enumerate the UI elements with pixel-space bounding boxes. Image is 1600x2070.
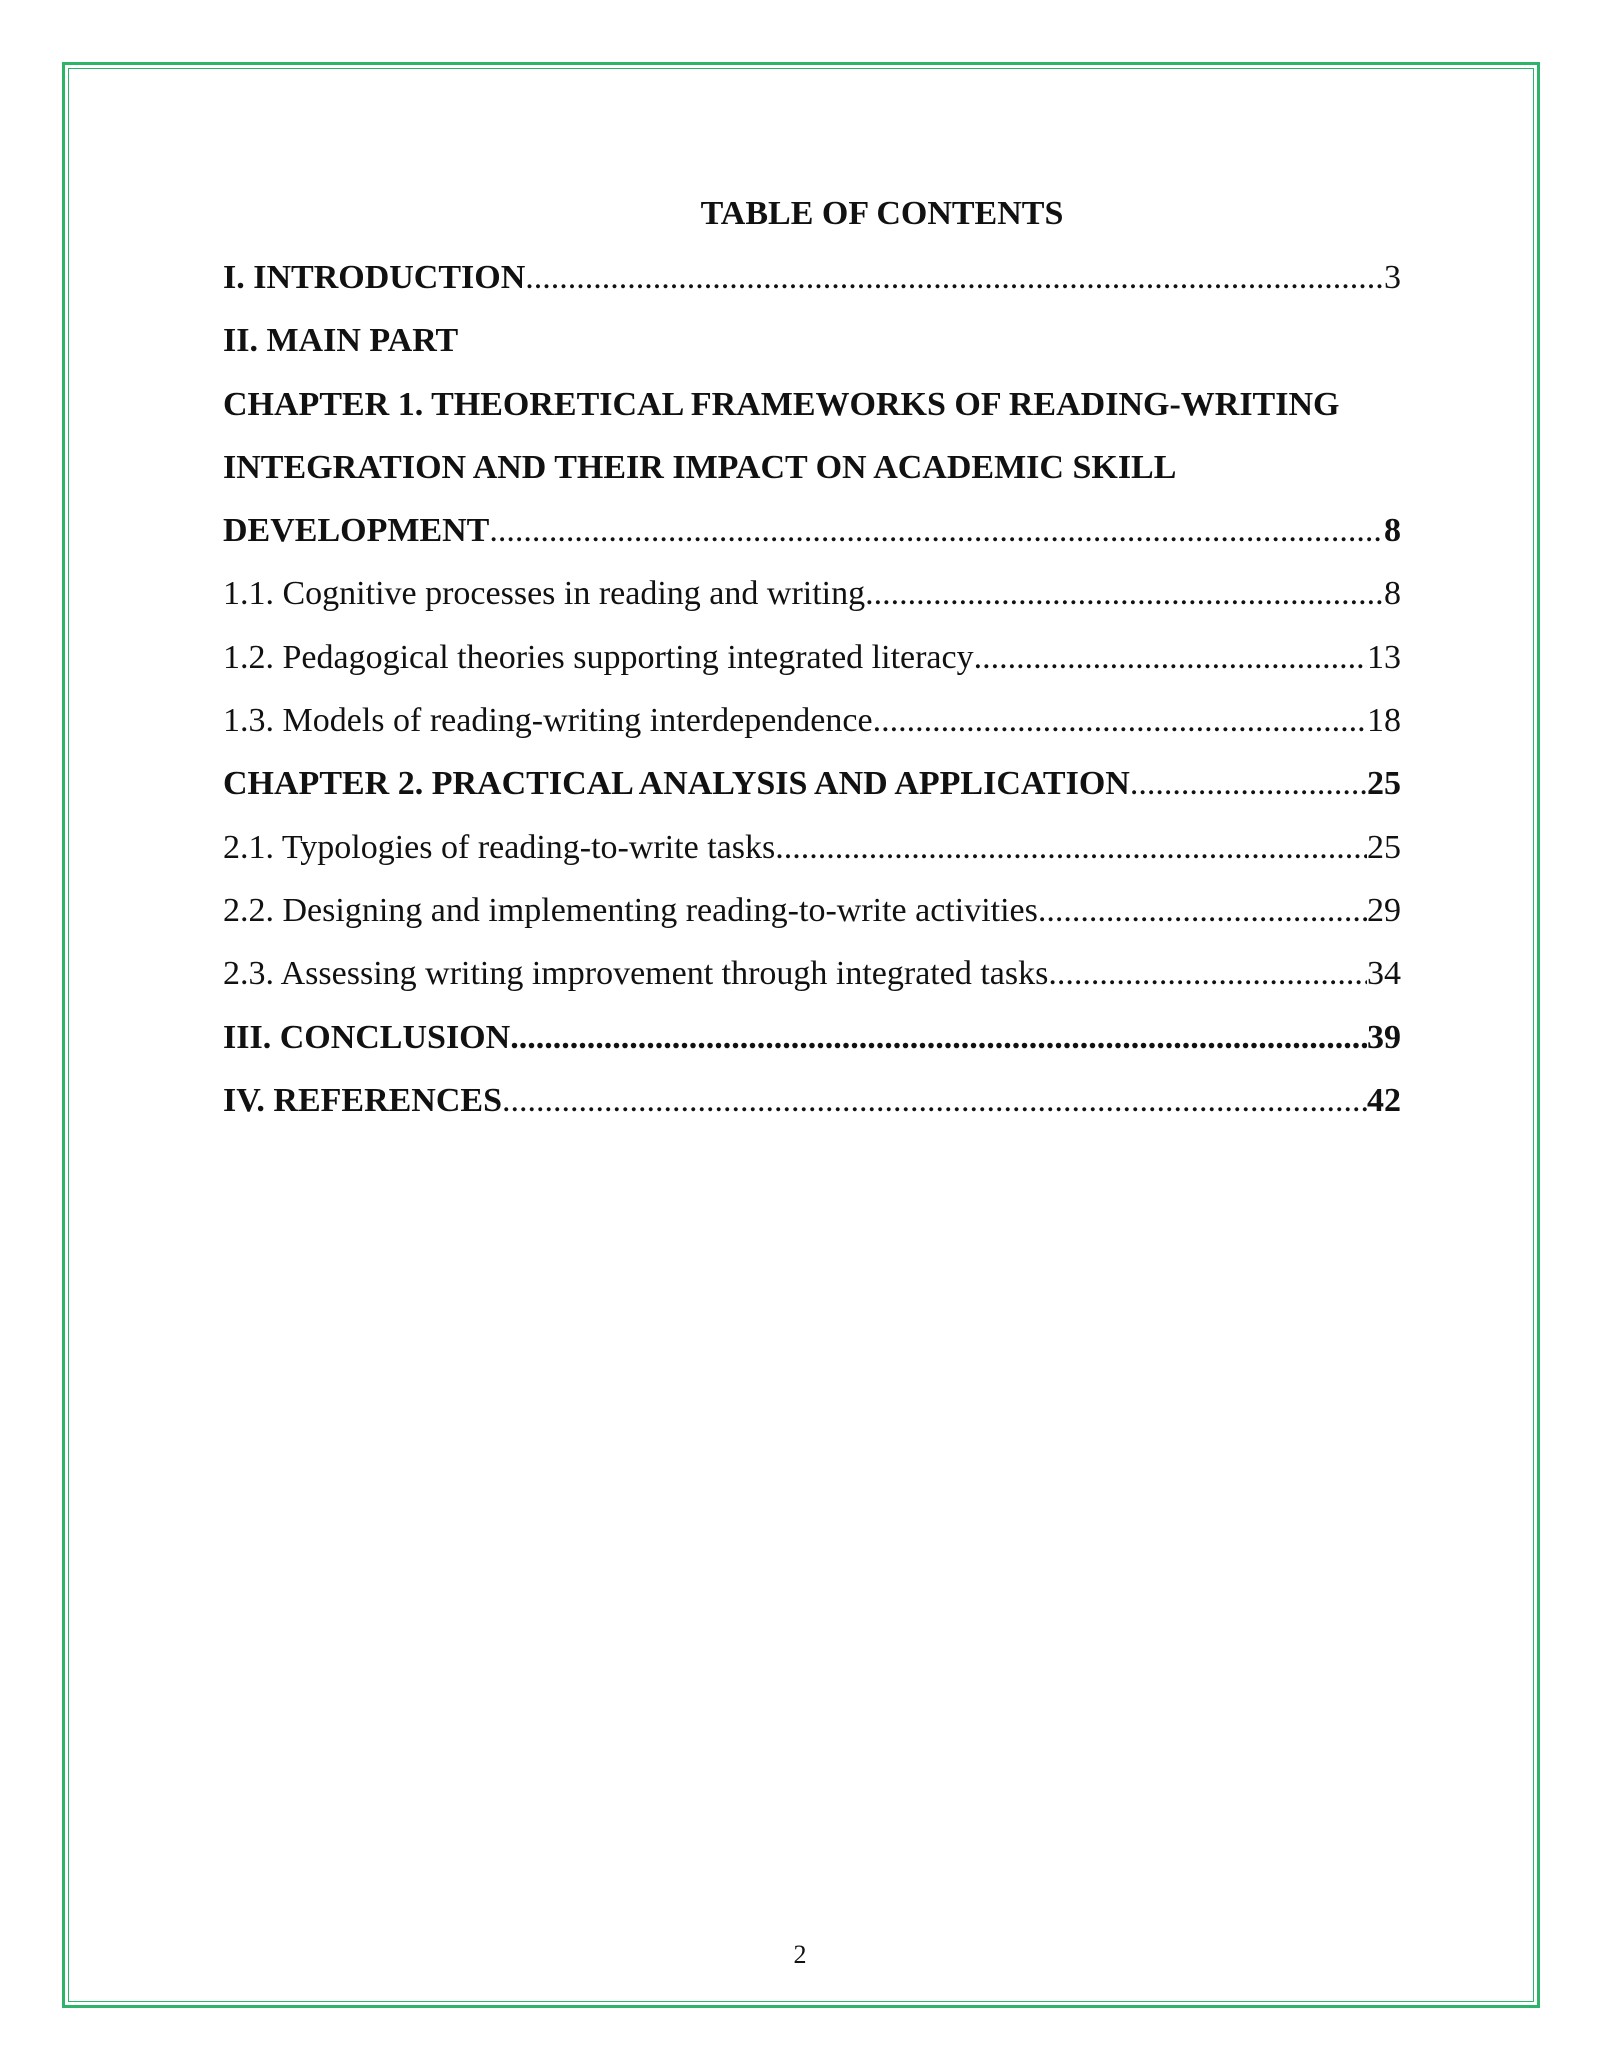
toc-entry-references[interactable] xyxy=(223,1069,1413,1132)
dot-leader xyxy=(873,689,1367,752)
page-number: 2 xyxy=(793,1940,807,1969)
toc-entry-conclusion[interactable] xyxy=(223,1006,1413,1069)
toc-entry-page: 34 xyxy=(1367,955,1401,993)
dot-leader xyxy=(865,562,1384,625)
toc-entry-page: 25 xyxy=(1367,765,1401,803)
toc-entry-1-3[interactable] xyxy=(223,689,1413,752)
toc-entry-label: CHAPTER 1. THEORETICAL FRAMEWORKS OF READING-WRITING xyxy=(223,385,1340,423)
toc-entry-main-part[interactable] xyxy=(223,309,1413,372)
dot-leader xyxy=(1038,879,1367,942)
toc-entry-label: CHAPTER 2. PRACTICAL ANALYSIS AND APPLICATION xyxy=(223,765,1130,803)
toc-entry-1-2[interactable] xyxy=(223,626,1413,689)
toc-entry-label: 2.1. Typologies of reading-to-write tasks xyxy=(223,828,776,866)
toc-entry-label: DEVELOPMENT xyxy=(223,512,490,550)
toc-entry-chapter-2[interactable] xyxy=(223,752,1413,815)
toc-entry-label: 1.1. Cognitive processes in reading and writing xyxy=(223,575,866,613)
toc-entry-label: I. INTRODUCTION xyxy=(223,259,526,296)
toc-entry-label: III. CONCLUSION xyxy=(223,1018,511,1056)
toc-entry-label: INTEGRATION AND THEIR IMPACT ON ACADEMIC SKILL xyxy=(223,448,1177,486)
table-of-contents xyxy=(223,182,1413,1132)
dot-leader xyxy=(775,816,1367,879)
toc-entry-page: 42 xyxy=(1367,1081,1401,1119)
toc-entry-page: 3 xyxy=(1384,259,1401,296)
toc-entry-label: 1.3. Models of reading-writing interdependence xyxy=(223,702,873,740)
toc-entry-introduction[interactable] xyxy=(223,246,1413,309)
toc-entry-1-1[interactable] xyxy=(223,562,1413,625)
toc-entry-label: 1.2. Pedagogical theories supporting integrated literacy xyxy=(223,638,974,676)
dot-leader xyxy=(525,246,1384,309)
toc-title: TABLE OF CONTENTS xyxy=(700,195,1064,232)
dot-leader xyxy=(489,499,1384,562)
toc-entry-chapter-1-line-1[interactable] xyxy=(223,373,1413,436)
toc-entry-page: 8 xyxy=(1384,512,1401,550)
toc-entry-label: IV. REFERENCES xyxy=(223,1081,503,1119)
dot-leader xyxy=(974,626,1367,689)
toc-entry-page: 13 xyxy=(1367,638,1401,676)
toc-entry-2-3[interactable] xyxy=(223,942,1413,1005)
toc-entry-page: 25 xyxy=(1367,828,1401,866)
dot-leader xyxy=(1048,942,1367,1005)
toc-entry-label: 2.2. Designing and implementing reading-to-write activities xyxy=(223,891,1038,929)
dot-leader xyxy=(510,1006,1367,1069)
toc-entry-page: 8 xyxy=(1384,575,1401,613)
toc-entry-2-2[interactable] xyxy=(223,879,1413,942)
toc-entry-page: 18 xyxy=(1367,702,1401,740)
toc-entry-label: II. MAIN PART xyxy=(223,322,459,360)
toc-entry-chapter-1-line-2[interactable] xyxy=(223,436,1413,499)
toc-entry-chapter-1-line-3[interactable] xyxy=(223,499,1413,562)
dot-leader xyxy=(502,1069,1367,1132)
dot-leader xyxy=(1130,752,1367,815)
toc-entry-page: 29 xyxy=(1367,891,1401,929)
toc-entry-page: 39 xyxy=(1367,1018,1401,1056)
toc-entry-2-1[interactable] xyxy=(223,816,1413,879)
toc-entry-label: 2.3. Assessing writing improvement through integrated tasks xyxy=(223,955,1049,993)
